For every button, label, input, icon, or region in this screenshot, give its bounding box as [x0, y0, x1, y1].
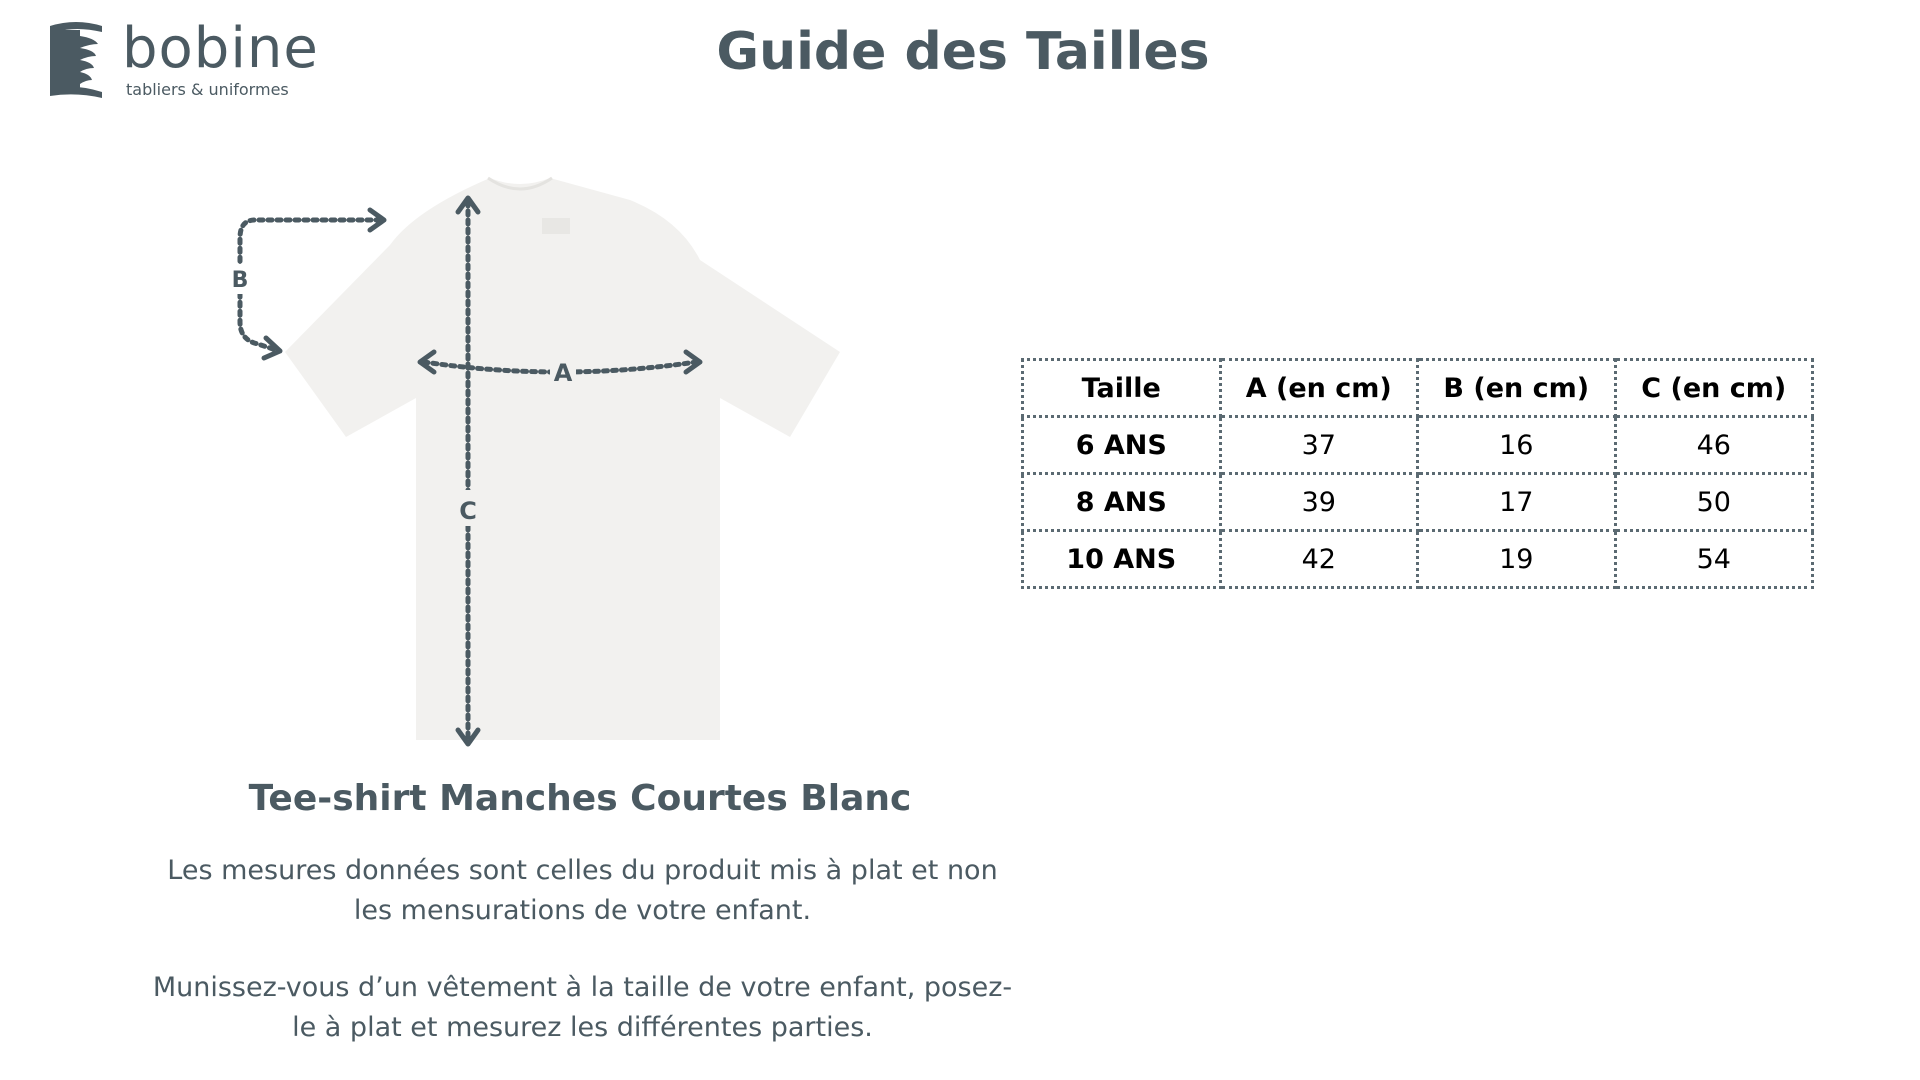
size-cell: 8 ANS	[1023, 474, 1221, 531]
b-cell: 19	[1418, 531, 1616, 588]
size-table	[1021, 358, 1814, 589]
size-cell: 6 ANS	[1023, 417, 1221, 474]
header-size: Taille	[1023, 360, 1221, 417]
a-cell: 39	[1220, 474, 1418, 531]
measuring-instructions: Munissez-vous d’un vêtement à la taille de votre enfant, posez-le à plat et mesurez les différentes parties.	[152, 972, 1013, 1043]
logo-tagline: tabliers & uniformes	[126, 80, 289, 99]
size-cell: 10 ANS	[1023, 531, 1221, 588]
tshirt-diagram	[220, 160, 860, 760]
label-b: B	[231, 268, 249, 293]
measurement-note: Les mesures données sont celles du produit mis à plat et non les mensurations de votre enfant.	[167, 855, 998, 926]
header-c: C (en cm)	[1615, 360, 1813, 417]
page-title: Guide des Tailles	[716, 22, 1210, 82]
c-cell: 54	[1615, 531, 1813, 588]
label-a: A	[553, 359, 573, 387]
tshirt-shape	[285, 178, 840, 740]
table-row	[1023, 474, 1813, 531]
label-c: C	[459, 497, 477, 525]
logo-wordmark: bobine	[122, 16, 319, 81]
table-header-row	[1023, 360, 1813, 417]
b-cell: 16	[1418, 417, 1616, 474]
c-cell: 50	[1615, 474, 1813, 531]
table-row	[1023, 417, 1813, 474]
header-b: B (en cm)	[1418, 360, 1616, 417]
a-cell: 42	[1220, 531, 1418, 588]
product-name: Tee-shirt Manches Courtes Blanc	[248, 778, 912, 819]
table-row	[1023, 531, 1813, 588]
a-cell: 37	[1220, 417, 1418, 474]
c-cell: 46	[1615, 417, 1813, 474]
header-a: A (en cm)	[1220, 360, 1418, 417]
b-cell: 17	[1418, 474, 1616, 531]
